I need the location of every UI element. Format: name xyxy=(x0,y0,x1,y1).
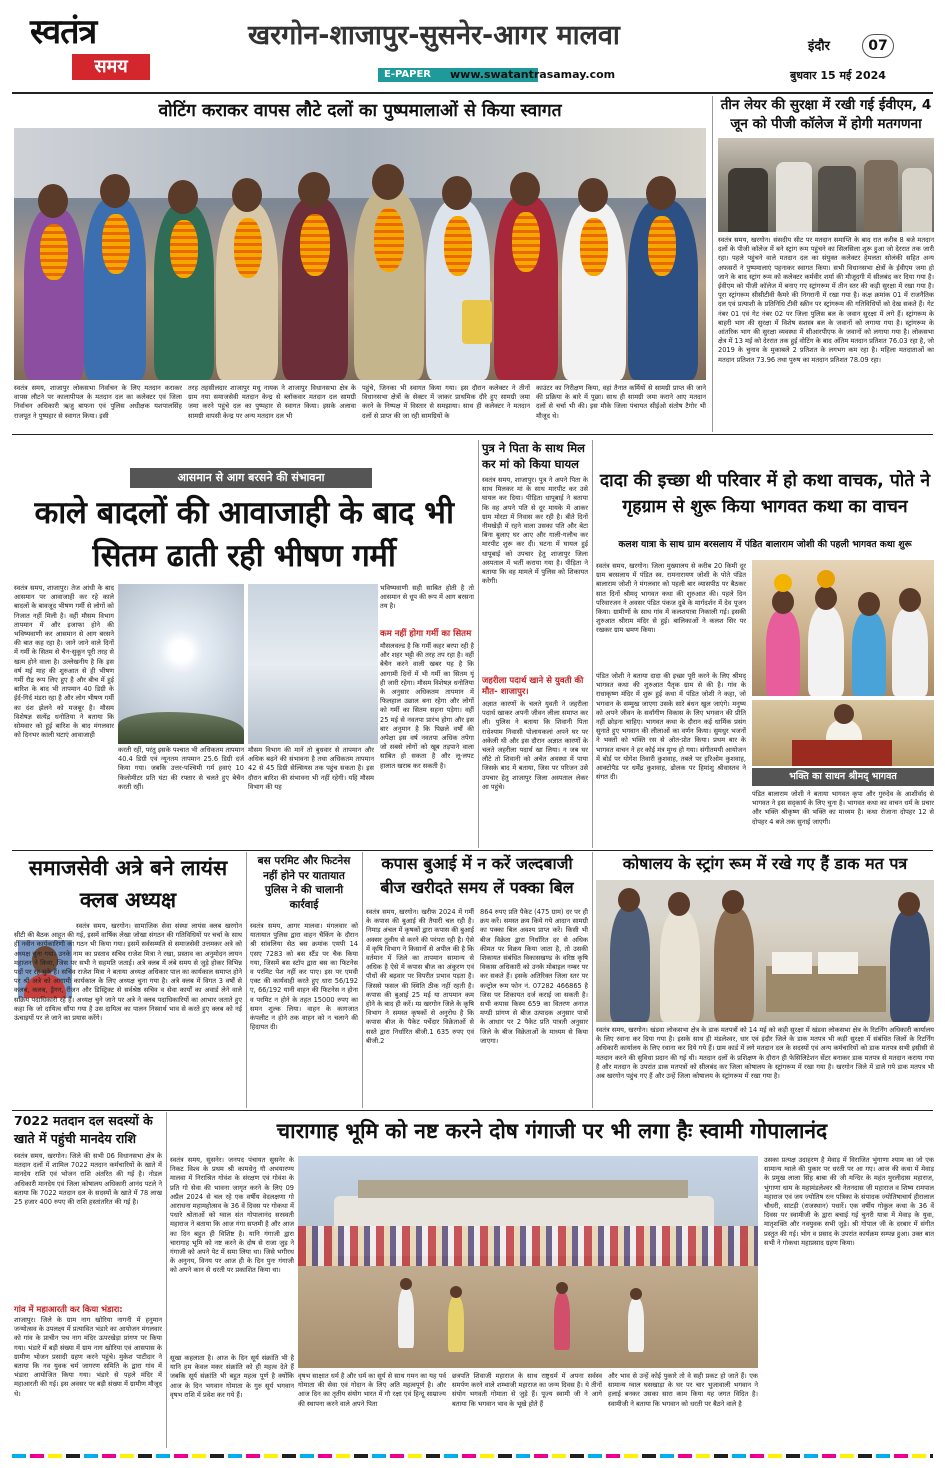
story3-body-col4-top: भविष्यवाणी सही साबित होती है तो आसमान से धूप की रूप में आग बरसना तय है। xyxy=(380,584,474,611)
story3-subhead: कम नहीं होगा गर्मी का सितम xyxy=(380,629,472,639)
city-name: इंदौर xyxy=(808,39,830,54)
story2-body: स्वतंत्र समय, खरगोन। संसदीय सीट पर मतदान समाप्ति के बाद रात करीब 8 बजे मतदान दलों के पीजी कॉलेज में बने स्ट्रांग रूम पहुंचने का सिलसिला शुरू हुआ जो देररात तक जारी रहा। पहले पहुंचने वाले मतदान दल का संयुक्त कलेक्टर हेमलता सोलंकी सहित अन्य अफसरों ने पुष्पमालाएं पहनाकर स्वागत किया। सभी विधानसभा क्षेत्रों के ईवीएम जमा हो जाने के बाद स्ट्रांग रूम को कलेक्टर कर्मवीर शर्मा की मौजूदगी में सीलबंद कर दिया गया है। ईवीएम को पीजी कॉलेज में बनाए गए स्ट्रांगरूम में तीन स्तर की कड़ी सुरक्षा में रखा गया है। पूरा स्ट्रांगरूम सीसीटीवी कैमरे की निगरानी में रखा गया है। कक्ष क्रमांक 01 में राजनैतिक दल एवं प्रत्याशी के प्रतिनिधि टीवी स्क्रीन पर स्ट्रांगरूम की गतिविधियों को देख सकते हैं। गेट नंबर 01 एवं गेट नंबर 02 पर जिला पुलिस बल के जवान सुरक्षा में लगे हैं। स्ट्रांगरूम के बाहरी भाग की सुरक्षा में विशेष सशस्त्र बल के जवानों को लगाया गया है। स्ट्रांगरूम के आंतरिक भाग की सुरक्षा व्यवस्था में सीआरपीएफ के जवानों को लगाया गया है। लोकसभा क्षेत्र में 13 मई को देररात तक हुई वोटिंग के बाद अंतिम मतदान प्रतिशत 76.03 रहा है, जो 2019 के चुनाव के मुकाबले 2 प्रतिशत के लगभग कम रहा है। महिला मतदाताओं का मतदान प्रतिशत 73.96 तथा पुरुष का मतदान प्रतिशत 78.09 रहा। xyxy=(718,236,934,364)
column-divider xyxy=(712,96,713,432)
story11-body-col4: छत्रपति शिवाजी महाराज के साथ राष्ट्रधर्म में अपना सर्वस्व समर्पण करने वाले शम्भाजी महाराज का जन्म दिवस है। ये तीनों संयोग भगवती गोमाता से जुड़े हैं। पूज्य स्वामी जी ने आगे बताया कि भगवान भाव के भूखे होते हैं xyxy=(452,1372,602,1408)
story1-caption-col1: स्वतंत्र समय, शाजापुर लोकसभा निर्वाचन के लिए मतदान कराकर वापस लौटने पर कालापीपल के मतदान दल का कलेक्टर एवं जिला निर्वाचन अधिकारी ऋजु बाफना एवं पुलिस अधीक्षक यशपालसिंह राजपूत ने पुष्पहार से स्वागत किया। इसी xyxy=(14,384,182,420)
story6-headline: समाजसेवी अत्रे बने लायंस क्लब अध्यक्ष xyxy=(28,856,228,912)
story6-body: स्वतंत्र समय, खरगोन। सामाजिक सेवा संस्था लायंस क्लब खरगोन सीटी की बैठक आहूत की गई, इसमें वार्षिक लेखा जोखा संगठन की गतिविधियों पर चर्चा के साथ ही नवीन कार्यकारिणी का गठन भी किया गया। इसमें सर्वसम्मति से समाजसेवी उत्तमकर अत्रे को अध्यक्ष चुना गया। उनके नाम का प्रस्ताव सचिव राजेश मित्रा ने रखा, प्रस्ताव का अनुमोदन लायन महाजन ने किया, जिस पर सभी ने सहमति जताई। अत्रे क्लब में लंबे समय से जुड़े होकर विभिन्न पदों पर रह चुके हैं। सचिव राजेश मित्रा ने बताया अध्यक्ष अधिकार पाल का कार्यकाल समाप्त होने पर श्री अत्रे को आगामी कार्यकाल के लिए अध्यक्ष चुना गया है। अत्रे क्लब में विगत 3 वर्षों से कलब, कलब, ड्रैगन, रीजन और डिस्ट्रिक्ट से सर्वश्रेष्ठ सचिव व सेवा कार्यों का अवार्ड लेने वाले सक्रिय पदाधिकारी रहे हैं। अध्यक्ष चुने जाने पर अत्रे ने क्लब पदाधिकारियों का आभार जताते हुए कहा कि जो दायित्व सौंपा गया है उस दायित्व का पालन निस्वार्थ भाव से करते हुए क्लब को नई ऊंचाइयों पर ले जाने का प्रयास करेंगे। xyxy=(14,922,242,1023)
story1-headline: वोटिंग कराकर वापस लौटे दलों का पुष्पमालाओं से किया स्वागत xyxy=(158,101,562,121)
story1-caption-col3: पहुंचे, जिनका भी स्वागत किया गया। इस दौरान कलेक्टर ने तीनों विधानसभा क्षेत्रों के सेक्टर में जाकर प्राथमिक दौरे हुए सामग्री जमा करने के निष्पक्ष में विस्तार से समझाया। साथ ही कलेक्टर ने मतदान दलों से प्राप्त की जा रही सामग्रियों के xyxy=(362,384,530,420)
column-divider xyxy=(362,852,363,1108)
column-divider xyxy=(246,852,247,1108)
story7-body: स्वतंत्र समय, आगर मालवा। मंगलवार को यातायात पुलिस द्वारा वाहन चैकिंग के दौरान श्री सांवलिया सेठ बस क्रमांक एमपी 14 एसए 7283 को बस स्टैंड पर चैक किया गया, जिसमें बस स्टॉप द्वारा बस का फिटनेस व परमिट पेश नहीं कर पाए। इस पर एमवी एक्ट की कार्यवाही करते हुए धारा 56/192 ए, 66/192 यानी वाहन की फिटनेस न होना व परमिट न होने के तहत 15000 रुपए का समन शुल्क लिया। वाहन के कागजात कंपलीट न होने तक वाहन को न चलाने की हिदायत दी। xyxy=(250,922,358,1032)
story5-photo-caption: भक्ति का साधन श्रीमद् भागवत xyxy=(752,768,934,786)
story11-photo xyxy=(298,1156,758,1368)
story8-body-col1: स्वतंत्र समय, खरगोन। खरीफ 2024 में गर्मी के कपास की बुआई की तैयारी चल रही है। निमाड़ अंचल में कृषकों द्वारा कपास की बुआई अक्सर तुलीय से करने की परंपरा रही है। ऐसे में कृषि विभाग ने किसानों से अपील की है कि वर्तमान में जिले का तापमान सामान्य से अधिक है ऐसे में कपास बीज का अंकुरण एवं पौधों की बढ़वार पर विपरीत प्रभाव पड़ता है। जिससे फसल की स्थिति ठीक नहीं रहती है। कपास की बुआई 25 मई या तापमान कम होने के बाद ही करें। म्प्र खरगोन जिले के कृषि विभाग ने समस्त कृषकों से अनुरोध है कि कपास बीज के पैकेट पर्चेदार विक्रेताओं से सस्ते द्वारा निर्धारित बीजी.1 635 रुपए एवं बीजी.2 xyxy=(366,908,474,1045)
logo-bottom: समय xyxy=(72,54,150,80)
story5-body2: पंडित जोशी ने बताया दादा की इच्छा पूरी करने के लिए श्रीमद् भागवत कथा की शुरुआत पैतृक ग्राम से की है। गांव के राधाकृष्ण मंदिर में शुरू हुई कथा में पंडित जोशी ने कहा, जो भगवान के सम्मुख जाएगा उसके सारे बंधन खुल जाएंगे। मनुष्य को अपने जीवन के सर्वांगीण विकास के लिए भगवान की प्रीति नहीं छोड़ना चाहिए। भागवत कथा के दौरान कई धार्मिक प्रसंग सुनाते हुए भगवान की लीलाओं का वर्णन किया। सुमधुर भजनों ने भक्तों को भक्ति रस से ओत-प्रोत किया। प्रथम बार के भागवत वाचन ने हर कोई मंत्र मुग्ध हो गया। संगीतमयी आयोजन में बोर्ड पर योगेश तिवारी कुशवाह, तबले पर हरिओम कुशवाह, आक्टोपैड पर धर्मेंद्र कुशवाह, ढोलक पर हिमांशु श्रीवास्तव ने संगत दी। xyxy=(596,672,746,782)
story10-subhead: गांव में महाआरती कर किया भंडारा: xyxy=(14,1304,123,1314)
story4-body2: अज्ञात कारणों के चलते युवती ने जहरीला पदार्थ खाकर अपनी जीवन लीला समाप्त कर ली। पुलिस ने बताया कि शिवानी पिता राधेश्याम निवासी पोलायकलां अपने घर पर अकेली थी और इस दौरान अज्ञात कारणों के चलते जहरीला पदार्थ खा लिया। न जब घर लौटे तो शिवानी को अचेत अवस्था में पाया जिसके बाद में बताया, जिस पर परिजन उसे उपचार हेतु शाजापुर जिला अस्पताल लेकर आ पहुंचे। xyxy=(482,700,588,791)
story10-headline: 7022 मतदान दल सदस्यों के खाते में पहुंची मानदेय राशि xyxy=(14,1113,153,1146)
story1-photo xyxy=(14,128,706,380)
story9-photo xyxy=(596,880,934,1022)
column-divider xyxy=(166,1112,167,1448)
story9-headline: कोषालय के स्ट्रांग रूम में रखे गए हैं डाक मत पत्र xyxy=(622,854,908,873)
column-divider xyxy=(478,440,479,848)
section-divider xyxy=(12,1110,933,1111)
story10-body: स्वतंत्र समय, खरगोन। जिले की सभी 06 विधानसभा क्षेत्र के मतदान दलों में शामिल 7022 मतदान कर्मचारियों के खाते में मानदेय राशि एवं भोजन राशि अंतरित की गई है। नोडल अधिकारी मानदेय एवं जिला कोषालय अधिकारी आनंद पटले ने बताया कि 7022 मतदान दल के सदस्यों के खाते में 78 लाख 25 हजार 400 रुपए की राशि हस्तांतरित की गई है। xyxy=(14,1152,162,1207)
column-divider xyxy=(592,852,593,1108)
edition-title: खरगोन-शाजापुर-सुसनेर-आगर मालवा xyxy=(248,20,620,51)
story5-photo-pandit xyxy=(752,700,934,766)
story3-body-col1: स्वतंत्र समय, शाजापुर। तेज आंधी के बाद आसमान पर आवाजाही कर रहे काले बादलों के बावजूद भीषण गर्मी से लोगों को निजात नहीं मिली है। वहीं मौसम विभाग तापमान में और इजाफा होने की भविष्यवाणी कर आसमान से आग बरसने की बात कह रहा है। जाने जाने वाले दिनों में गर्मी के सितम से चैन-सुकून पूरी तरह से खत्म होने वाला है। उल्लेखनीय है कि इस वर्ष मई माह की शुरुआत से ही भीषण गर्मी रौद्र रूप लिए हुए है और बीच में हुई बारिश के बाद भी तापमान 40 डिग्री के ईर्द-गिर्द मंडरा रहा है और लोग भीषण गर्मी का दंश झेलने को मजबूर है। मौसम विशेषज्ञ सत्येंद्र धनोतिया ने बताया कि सोमवार को हुई बारिश के बाद मंगलवार को दिनभर काली घटाएं आवाजाही xyxy=(14,584,114,740)
story11-body-col3: वृषभ साक्षात धर्म है और धर्म का सूर्य से साथ गमन का यह पर्व गोमाता की सेवा एवं गोदान के लिए अति महत्वपूर्ण है। और आज दिन का तृतीय संयोग भारत में गौ रक्षा एवं हिन्दू साम्राज्य की स्थापना करने वाले अपने पिता xyxy=(298,1372,446,1408)
story5-headline: दादा की इच्छा थी परिवार में हो कथा वाचक, पोते ने गृहग्राम से शुरू किया भागवत कथा का वाचन xyxy=(599,471,931,517)
story11-body-col6: उसका प्रत्यक्ष उदाहरण है मेवाड़ में विराजित भुंगाणा श्याम का जो एक सामान्य ग्वाले की पुकार पर धरती पर आ गए। आज की कथा में मेवाड़ के प्रमुख लाला सिंह बाबा की जी मन्दिर के महंत मुरलीदास महाराज, भुंगाणा धाम के महामंडलेश्वर श्री नेतनदास जी महाराज व शिष्य रामपाल महाराज एवं जय ज्योतिष रत्न पत्रिका के संपादक ज्योतिषाचार्य हीरालाल चौधरी, साटड़ी (राजस्थान) पधारें। एक वर्षीय गोकुल कथा के 36 वें दिवस पर स्वामीजी के द्वारा बचाई गई चुनरी यात्रा में मेवाड़ के युवा, मातृशक्ति और नवयुवक सभी जुड़े। श्री गोपाल जी के दरबार में संगीत प्रस्तुत की गई। भोग व प्रसाद के उपरांत कार्यक्रम सम्पन्न हुआ। उक्त बात सभी ने गोकथा महाप्रसाद ग्रहण किया। xyxy=(764,1156,934,1247)
story3-photo-sky xyxy=(248,584,378,744)
story4-headline: पुत्र ने पिता के साथ मिल कर मां को किया घायल xyxy=(482,441,585,471)
story5-body1: स्वतंत्र समय, खरगोन। जिला मुख्यालय से करीब 20 किमी दूर ग्राम बरसलाय में पंडित स्व. रामनारायण जोशी के पोते पंडित बालाराम जोशी ने मंगलवार को पहली बार व्यासपीठ पर बैठकर सात दिनों श्रीमद् भागवत कथा की शुरुआत की। पहले दिन परिवारजन ने अवसर पंडित पंकज दुबे के मार्गदर्शन में देव पूजन किया। ग्रामीणों के साथ गांव में कलशयात्रा निकाली गई। इसकी शुरुआत श्रीराम मंदिर से हुई। बालिकाओं ने कलश सिर पर रखकर ग्राम भ्रमण किया। xyxy=(596,562,746,635)
masthead-divider xyxy=(12,92,933,94)
story10-body2: शाजापुर। जिले के ग्राम नाग खोरिया नागनी में हनुमान जन्मोत्सव के उपलक्ष्य में प्रत्यावित भंडारे का आयोजन मंगलवार को गांव के प्राचीन पथ नाग मंदिर ऊपरखेड़ा प्रांगण पर किया गया। भंडारे में बड़ी संख्या में ग्राम नाग खोरिया एवं आसपास के ग्रामीण भोजन प्रसादी ग्रहण करने पहुंचे। मुकेश पाटीदार ने बताया कि नव युवक चर्म जागरण समिति के द्वारा गांव में भंडारा आयोजित किया गया। भंडारे से पहले मंदिर में महाआरती की गई। इस अवसर पर बड़ी संख्या में ग्रामीण मौजूद थे। xyxy=(14,1316,162,1398)
story7-headline: बस परमिट और फिटनेस नहीं होने पर यातायात पुलिस ने की चालानी कार्रवाई xyxy=(257,855,351,911)
logo-top: स्वतंत्र xyxy=(30,12,97,52)
story5-photo-kalash xyxy=(752,560,934,696)
story5-body3: पंडित बालाराम जोशी ने बताया भागवत कृपा और गुरुदेव के आशीर्वाद से भागवत ने इस सद्कार्य के लिए चुना है। भागवत कथा का वाचन धर्म के प्रचार और भक्ति श्रीकृष्ण की भक्ति का माध्यम है। कथा रोजाना दोपहर 12 से दोपहर 4 बजे तक सुनाई जाएगी। xyxy=(752,790,934,826)
story5-subhead: कलश यात्रा के साथ ग्राम बरसलाय में पंडित बालाराम जोशी की पहली भागवत कथा शुरू xyxy=(618,539,912,550)
story2-headline: तीन लेयर की सुरक्षा में रखी गई ईवीएम, 4 जून को पीजी कॉलेज में होगी मतगणना xyxy=(720,97,932,132)
story11-headline: चारागाह भूमि को नष्ट करने दोष गंगाजी पर भी लगा हैः स्वामी गोपालानंद xyxy=(276,1119,828,1143)
story3-body-col4: मौसलवल्ड है कि गर्मी कहर बरपा रही है और शहर भट्टी की तरह तप रहा है। वहीं बेचैन करने वाली खबर यह है कि आगामी दिनों में भी गर्मी का सितम यूं ही जारी रहेगा। मौसम विशेषज्ञ धनोतिया के अनुसार अधिकतम तापमान में फिलहाल उछाल बना रहेगा और लोगों को गर्मी का सितम सहना पड़ेगा। वहीं 25 मई से नवतपा प्रारंभ होगा और इस बार अनुमान है कि पिछले वर्षों की अपेक्षा इस वर्ष नवतपा अधिक तपेगा जो सबसे लोगों को खूब तड़पाने वाला साबित हो सकता है और लू-लपट हालात खराब कर सकती है। xyxy=(380,642,474,770)
story1-caption-col4: काउंटर का निरीक्षण किया, वहां तैनात कर्मियों से सामग्री प्राप्त की जाने की प्रक्रिया के बारे में पूछा। साथ ही सामग्री जमा कराने आए मतदान दलों से चर्चा भी की। इस मौके जिला पंचायत सीईओ संतोष टैगोर भी मौजूद थे। xyxy=(536,384,706,420)
color-registration-strip xyxy=(12,1454,933,1458)
story3-photo xyxy=(118,584,244,744)
page-number: 07 xyxy=(862,34,894,58)
story11-body-col5: और भाव से उन्हें कोई पुकारे तो वे सही प्रकट हो जाते हैं। एक सामान्य ग्वाल घसखाड़ा के घर पर चार भुजावाली भगवान ने हलाई बनकर उसका सारा काम किया यह जगत विदित है। स्वामीजी ने बताया कि भगवान को धरती पर बैठने वाले है xyxy=(608,1372,758,1408)
story1-caption-col2: तरह तहसीलदार शाजापुर मधु नायक ने शाजापुर विधानसभा क्षेत्र के ग्राम नया समाजसेवी मतदान केन्द्र से ब्लॉकवार मतदान दल सामग्री जमा करने पहुंचे दल का पुष्पहार से स्वागत किया। इसके अलावा सामग्री वापसी केन्द्र पर अन्य मतदान दल भी xyxy=(188,384,356,420)
section-divider xyxy=(12,434,933,435)
story9-caption: स्वतंत्र समय, खरगोन। खंडवा लोकसभा क्षेत्र के डाक मतपत्रों को 14 मई को कड़ी सुरक्षा में खंडवा लोकसभा क्षेत्र के रिटर्निंग अधिकारी कार्यालय के लिए रवाना कर दिया गया है। इसके साथ ही मंडलेश्वर, धार एवं इंदौर जिले के डाक मतपत्र भी कड़ी सुरक्षा में संबंधित जिलों के रिटर्निंग अधिकारी कार्यालय के लिए रवाना कर दिये गये हैं। ग्राम कार्ड में लगे मतदान दल के सदस्यों एवं अन्य कर्मचारियों को डाक मतपत्र सभी इसीसी से मतदान करने की सुविधा प्रदान की गई थी। मतदान दलों के प्रशिक्षण के दौरान ही फेसिलिटेशन सेंटर बनाकर डाक मतपत्र से मतदान कराया गया है और मतदान के उपरांत डाक मतपत्रों को सीलबंद कर जिला कोषालय के स्ट्रांगरूम में रखा गया है। खरगोन जिले में डाले गये डाक मतपत्र भी अब खरगोन पहुंच गए हैं और उन्हें जिला कोषालय के स्ट्रांगरूम में रखा गया है। xyxy=(596,1026,934,1081)
website-link[interactable]: www.swatantrasamay.com xyxy=(450,68,616,81)
epaper-label: E-PAPER xyxy=(384,69,431,80)
story8-headline: कपास बुआई में न करें जल्दबाजी बीज खरीदते समय लें पक्का बिल xyxy=(380,854,574,897)
story4-subhead: जहरीला पदार्थ खाने से युवती की मौत- शाजापुर। xyxy=(482,676,584,697)
story11-body-col2: सूखा कहलाता है। आज के दिन सूर्य संक्रांति भी है यानि हम केवल मकर संक्रांति को ही महत्व देते हैं जबकि सूर्य संक्रांति भी बहुत महत्व पूर्ण है क्योंकि आज के दिन भगवान गोमाता के गुरु सूर्य भगवान वृषभ राशि में प्रवेश कर गये हैं। xyxy=(170,1354,294,1399)
column-divider xyxy=(592,440,593,848)
section-divider xyxy=(12,850,933,851)
story3-kicker: आसमान से आग बरसने की संभावना xyxy=(130,468,372,488)
story3-headline: काले बादलों की आवाजाही के बाद भी सितम ढाती रही भीषण गर्मी xyxy=(34,495,454,574)
story4-body: स्वतंत्र समय, शाजापुर। पुत्र ने अपने पिता के साथ मिलकर मां के साथ मारपीट कर उसे घायल कर दिया। पीड़िता धापूबाई ने बताया कि वह अपने पति से दूर मायके में आकर ग्राम मोरटा में निवास कर रही है। बीते दिनों नीमखेड़ी में रहने वाला उसका पति और बेटा बिना बुलाए घर आए और गाली-गलौच कर मारपीट शुरू कर दी। घटना में घायल हुई धापूबाई को उपचार हेतु शाजापुर जिला अस्पताल में भर्ती कराया गया है। पीड़िता ने बताया कि वह मामले में पुलिस को शिकायत करेगी। xyxy=(482,476,588,586)
story3-body-col3: मौसम विभाग की मानें तो बुधवार से तापमान और अधिक बढ़ने की संभावना है तथा अधिकतम तापमान 42 से 45 डिग्री सेल्सियस तक पहुंच सकता है। इस दौरान बारिश की संभावना भी नहीं रहेगी। यहि मौसम विभाग की यह xyxy=(248,746,374,791)
issue-date: बुधवार 15 मई 2024 xyxy=(790,69,886,82)
story8-body-col2: 864 रुपए प्रति पैकेट (475 ग्राम) दर पर ही क्रय करें। समस्त क्रय किये गये आदान सामग्री का पक्का बिल अवश्य प्राप्त करें। किसी भी बीज विक्रेता द्वारा निर्धारित दर से अधिक कीमत पर विक्रय किया जाता है, तो उसकी शिकायत संबंधित विकासखण्ड के वरिष्ठ कृषि विकास अधिकारी को उनके मोबाइल नम्बर पर कर सकते हैं। इसके अतिरिक्त जिला स्तर पर कन्ट्रोल रूम फोन नं. 07282 466865 है जिस पर शिकायत दर्ज कराई जा सकती है। सभी कपास किस्म 659 का वितरण अनाज मण्डी प्रांगण से बीज उत्पादक अनुसार पात्रों के आधार पर 2 पैकेट प्रति पात्रती अनुसार जिले के बीज विक्रेताओं के माध्यम से किया जाएगा। xyxy=(480,908,588,1045)
story11-body-col1: स्वतंत्र समय, सुसनेर। जनपद पंचायत सुसनेर के निकट विश्व के प्रथम श्री कामधेनु गौ अभयारण्य मालवा में निराश्रित गोवंश के संरक्षण एवं गोवंश के प्रति गो सेवा की भावना जागृत करने के लिए 09 अप्रैल 2024 से चल रहे एक वर्षीय वेदलक्षणा गो आराधना महामहोत्सव के 36 वें दिवस पर गोकथा में पधारे श्रोताओं को ग्वाल संत गोपालानंद सरस्वती महाराज ने बताया कि आज गंगा सप्तमी है और आज का दिन बहुत ही विशिष्ट है। यानि गंगाजी द्वारा चारागाह भूमि को नष्ट करने के दोष से राजा जुड़ ने गंगाजी को अपने पेट में समा लिया था। जिसे भगीरथ के अनुनय, विनय पर आज ही के दिन पुनः गंगाजी को अपने कान से धरती पर प्रकाशित किया था। xyxy=(170,1156,294,1275)
story3-body-col2: करती रहीं, परंतु इसके पश्चात भी अधिकतम तापमान 40.4 डिग्री एवं न्यूनतम तापमान 25.6 डिग्री दर्ज किया गया। जबकि उत्तर-पश्चिमी गर्म हवाएं 10 किलोमीटर प्रति घंटा की रफ्तार से चलते हुए बेचैन करती रहीं। xyxy=(118,746,244,791)
story2-photo xyxy=(718,138,934,232)
masthead xyxy=(0,0,945,92)
